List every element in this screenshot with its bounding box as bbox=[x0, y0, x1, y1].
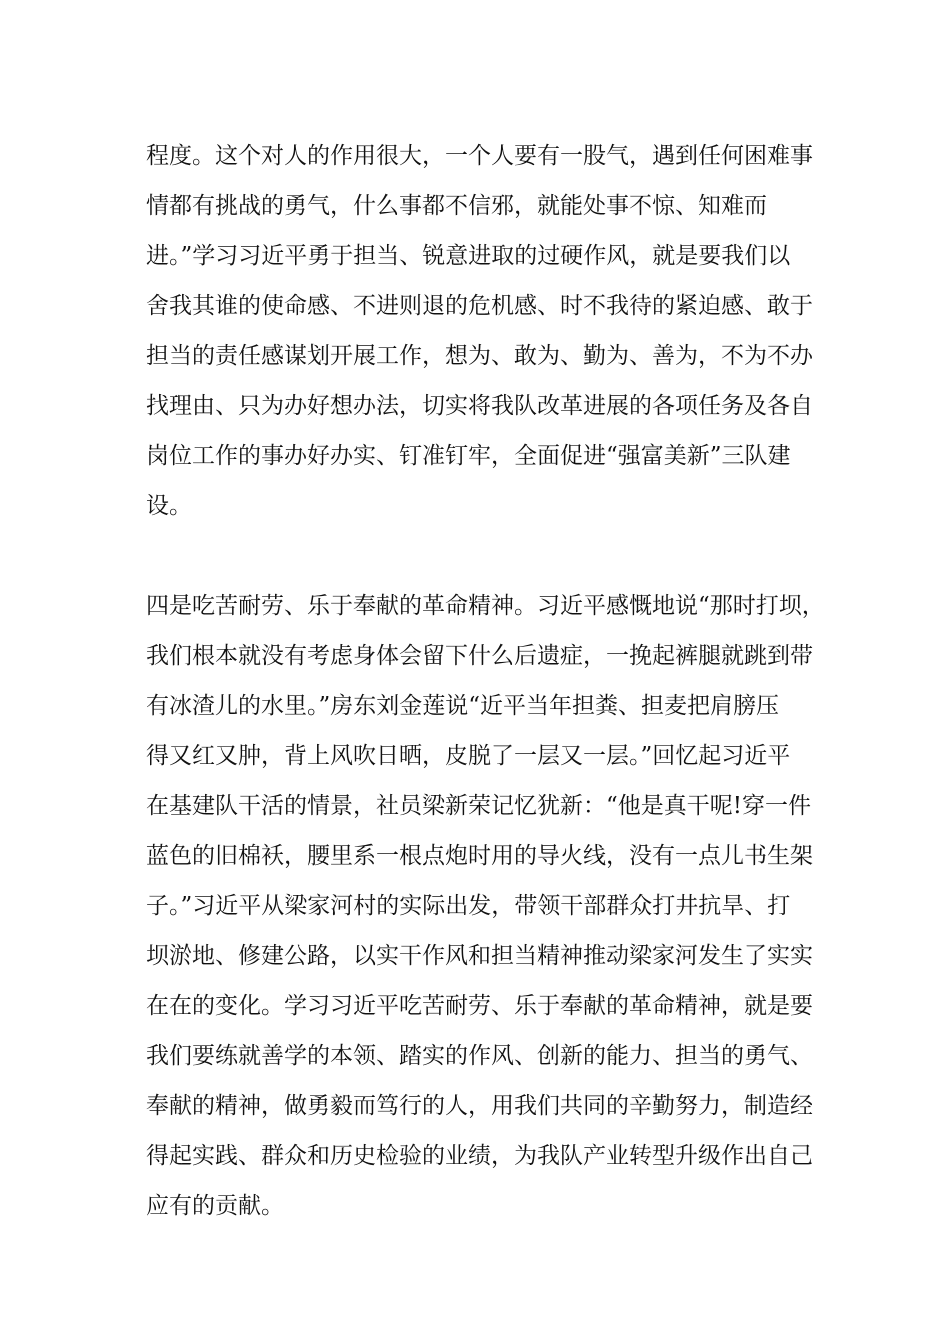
paragraph-line: 我们根本就没有考虑身体会留下什么后遗症，一挽起裤腿就跳到带 bbox=[146, 643, 813, 669]
paragraph-line: 担当的责任感谋划开展工作，想为、敢为、勤为、善为，不为不办 bbox=[146, 343, 813, 369]
paragraph-line: 在基建队干活的情景，社员梁新荣记忆犹新：“他是真干呢!穿一件 bbox=[146, 793, 812, 819]
paragraph-line: 子。”习近平从梁家河村的实际出发，带领干部群众打井抗旱、打 bbox=[146, 893, 791, 919]
paragraph-line: 蓝色的旧棉袄，腰里系一根点炮时用的导火线，没有一点儿书生架 bbox=[146, 843, 813, 869]
paragraph-line: 得起实践、群众和历史检验的业绩，为我队产业转型升级作出自己 bbox=[146, 1143, 813, 1169]
paragraph-line: 设。 bbox=[146, 493, 192, 519]
paragraph-line: 在在的变化。学习习近平吃苦耐劳、乐于奉献的革命精神，就是要 bbox=[146, 993, 813, 1019]
paragraph-2 bbox=[146, 581, 826, 1231]
paragraph-line: 程度。这个对人的作用很大，一个人要有一股气，遇到任何困难事 bbox=[146, 143, 813, 169]
paragraph-line: 四是吃苦耐劳、乐于奉献的革命精神。习近平感慨地说“那时打坝， bbox=[146, 593, 825, 619]
paragraph-line: 奉献的精神，做勇毅而笃行的人，用我们共同的辛勤努力，制造经 bbox=[146, 1093, 813, 1119]
paragraph-line: 应有的贡献。 bbox=[146, 1193, 284, 1219]
paragraph-line: 舍我其谁的使命感、不进则退的危机感、时不我待的紧迫感、敢于 bbox=[146, 293, 813, 319]
paragraph-line: 进。”学习习近平勇于担当、锐意进取的过硬作风，就是要我们以 bbox=[146, 243, 791, 269]
paragraph-line: 找理由、只为办好想办法，切实将我队改革进展的各项任务及各自 bbox=[146, 393, 813, 419]
paragraph-line: 情都有挑战的勇气，什么事都不信邪，就能处事不惊、知难而 bbox=[146, 193, 767, 219]
paragraph-1 bbox=[146, 131, 826, 531]
paragraph-line: 我们要练就善学的本领、踏实的作风、创新的能力、担当的勇气、 bbox=[146, 1043, 813, 1069]
paragraph-line: 有冰渣儿的水里。”房东刘金莲说“近平当年担粪、担麦把肩膀压 bbox=[146, 693, 780, 719]
paragraph-line: 坝淤地、修建公路，以实干作风和担当精神推动梁家河发生了实实 bbox=[146, 943, 813, 969]
paragraph-line: 岗位工作的事办好办实、钉准钉牢，全面促进“强富美新”三队建 bbox=[146, 443, 791, 469]
paragraph-line: 得又红又肿，背上风吹日晒，皮脱了一层又一层。”回忆起习近平 bbox=[146, 743, 791, 769]
